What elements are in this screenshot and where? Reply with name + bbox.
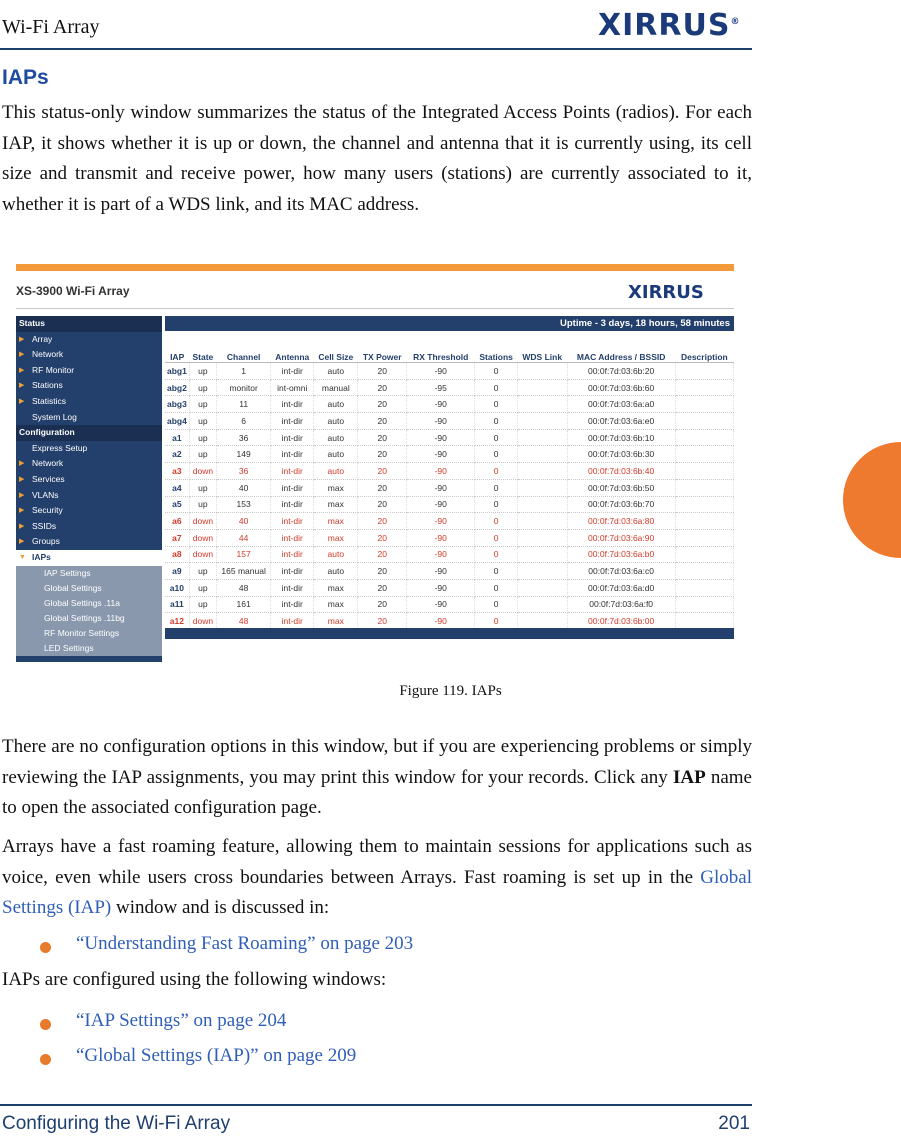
registered-mark: ® bbox=[730, 17, 741, 27]
table-cell: 00:0f:7d:03:6a:a0 bbox=[567, 396, 675, 413]
table-cell: 00:0f:7d:03:6b:00 bbox=[567, 613, 675, 630]
nav-item[interactable] bbox=[16, 394, 162, 410]
para2-bold-iap: IAP bbox=[672, 766, 706, 788]
table-cell bbox=[675, 513, 733, 530]
nav-item[interactable] bbox=[16, 347, 162, 363]
table-cell: 149 bbox=[217, 446, 271, 463]
table-cell: 20 bbox=[358, 429, 407, 446]
table-cell: up bbox=[189, 379, 216, 396]
nav-item[interactable] bbox=[16, 519, 162, 535]
iap-name-link[interactable]: a3 bbox=[165, 463, 189, 480]
table-cell: auto bbox=[314, 413, 358, 430]
xirrus-logo bbox=[598, 8, 740, 43]
intro-paragraph: This status-only window summarizes the status of the Integrated Access Points (radios). For each IAP, it shows whether it is up or down, the channel and antenna that it is currently using, its cell size and transmit and receive power, how many users (stations) are currently associated to it, whether it is part of a WDS link, and its MAC address. bbox=[2, 102, 752, 215]
table-cell: int-dir bbox=[271, 513, 314, 530]
table-cell: 0 bbox=[475, 496, 517, 513]
table-cell bbox=[675, 446, 733, 463]
iap-name-link[interactable]: a8 bbox=[165, 546, 189, 563]
column-header[interactable]: Channel bbox=[217, 332, 271, 363]
table-cell: 161 bbox=[217, 596, 271, 613]
table-cell: 1 bbox=[217, 363, 271, 380]
table-cell: 0 bbox=[475, 479, 517, 496]
table-cell: 44 bbox=[217, 529, 271, 546]
table-cell: auto bbox=[314, 563, 358, 580]
nav-item-label: Groups bbox=[32, 536, 60, 547]
triangle-down-icon: ▼ bbox=[19, 553, 26, 561]
nav-item-label: VLANs bbox=[32, 489, 59, 500]
table-cell: manual bbox=[314, 379, 358, 396]
nav-item[interactable] bbox=[16, 441, 162, 457]
table-cell bbox=[517, 413, 567, 430]
table-header-row bbox=[165, 332, 734, 363]
iap-name-link[interactable]: abg3 bbox=[165, 396, 189, 413]
table-cell: 00:0f:7d:03:6b:30 bbox=[567, 446, 675, 463]
table-cell: 20 bbox=[358, 396, 407, 413]
column-header[interactable]: MAC Address / BSSID bbox=[567, 332, 675, 363]
table-cell: int-dir bbox=[271, 396, 314, 413]
nav-item[interactable] bbox=[16, 378, 162, 394]
table-cell: 11 bbox=[217, 396, 271, 413]
nav-item[interactable] bbox=[16, 488, 162, 504]
nav-item[interactable] bbox=[16, 534, 162, 550]
table-cell: 20 bbox=[358, 513, 407, 530]
nav-item-label: Global Settings .11a bbox=[44, 597, 120, 608]
table-cell: 00:0f:7d:03:6a:90 bbox=[567, 529, 675, 546]
iap-name-link[interactable]: a7 bbox=[165, 529, 189, 546]
table-cell: 00:0f:7d:03:6a:f0 bbox=[567, 596, 675, 613]
table-cell: 0 bbox=[475, 413, 517, 430]
nav-item-label: Array bbox=[32, 333, 53, 344]
table-cell: 00:0f:7d:03:6b:40 bbox=[567, 463, 675, 480]
table-cell: 0 bbox=[475, 613, 517, 630]
table-cell: down bbox=[189, 513, 216, 530]
table-cell bbox=[675, 479, 733, 496]
iap-name-link[interactable]: a6 bbox=[165, 513, 189, 530]
footer-chapter-title: Configuring the Wi-Fi Array bbox=[2, 1113, 231, 1134]
iap-name-link[interactable]: abg4 bbox=[165, 413, 189, 430]
table-row bbox=[165, 396, 734, 413]
table-row bbox=[165, 429, 734, 446]
table-cell bbox=[517, 429, 567, 446]
logo-text: XIRRUS bbox=[598, 8, 731, 43]
nav-item[interactable] bbox=[16, 456, 162, 472]
nav-item-label: SSIDs bbox=[32, 520, 57, 531]
nav-item-label: IAP Settings bbox=[44, 567, 91, 578]
iap-name-link[interactable]: a11 bbox=[165, 596, 189, 613]
table-cell: down bbox=[189, 613, 216, 630]
column-header[interactable]: RX Threshold bbox=[407, 332, 475, 363]
nav-item-label: Stations bbox=[32, 380, 63, 391]
table-cell: up bbox=[189, 596, 216, 613]
nav-item[interactable] bbox=[16, 472, 162, 488]
triangle-right-icon: ▶ bbox=[19, 522, 25, 530]
fast-roaming-link[interactable]: “Understanding Fast Roaming” on page 203 bbox=[76, 933, 414, 954]
iap-name-link[interactable]: a1 bbox=[165, 429, 189, 446]
table-cell: max bbox=[314, 496, 358, 513]
table-cell: 0 bbox=[475, 463, 517, 480]
nav-item[interactable] bbox=[16, 641, 162, 656]
table-row bbox=[165, 596, 734, 613]
table-cell: -90 bbox=[407, 363, 475, 380]
table-cell: 00:0f:7d:03:6b:70 bbox=[567, 496, 675, 513]
table-cell: 0 bbox=[475, 529, 517, 546]
table-cell: 20 bbox=[358, 579, 407, 596]
table-cell bbox=[675, 429, 733, 446]
table-cell bbox=[675, 413, 733, 430]
triangle-right-icon: ▶ bbox=[19, 475, 25, 483]
table-cell: 0 bbox=[475, 396, 517, 413]
nav-item[interactable] bbox=[16, 363, 162, 379]
table-cell: 0 bbox=[475, 446, 517, 463]
nav-item-label: Security bbox=[32, 505, 63, 516]
header-rule bbox=[0, 48, 752, 50]
table-cell: 00:0f:7d:03:6a:d0 bbox=[567, 579, 675, 596]
table-cell: 00:0f:7d:03:6b:50 bbox=[567, 479, 675, 496]
table-cell: -90 bbox=[407, 463, 475, 480]
global-settings-link[interactable]: Global Settings (IAP) bbox=[2, 866, 752, 918]
table-cell: 165 manual bbox=[217, 563, 271, 580]
table-cell: up bbox=[189, 479, 216, 496]
nav-item-label: Global Settings .11bg bbox=[44, 612, 125, 623]
table-cell: int-dir bbox=[271, 429, 314, 446]
figure-sidebar-nav bbox=[16, 316, 162, 662]
table-cell: 00:0f:7d:03:6b:10 bbox=[567, 429, 675, 446]
global-settings-iap-link[interactable]: “Global Settings (IAP)” on page 209 bbox=[76, 1045, 357, 1066]
table-cell: 0 bbox=[475, 596, 517, 613]
table-cell bbox=[675, 379, 733, 396]
table-cell bbox=[517, 379, 567, 396]
table-cell bbox=[517, 613, 567, 630]
table-footer-bar bbox=[165, 628, 734, 639]
table-cell: 36 bbox=[217, 429, 271, 446]
para2-text-a: There are no configuration options in this window, but if you are experiencing problems or simply reviewing the IAP assignments, you may print this window for your records. Click any bbox=[2, 736, 752, 788]
nav-item-label: System Log bbox=[32, 411, 77, 422]
iap-status-table bbox=[165, 332, 734, 630]
table-cell: 00:0f:7d:03:6a:e0 bbox=[567, 413, 675, 430]
table-cell bbox=[517, 446, 567, 463]
nav-item[interactable] bbox=[16, 410, 162, 426]
nav-item-label: Global Settings bbox=[44, 582, 102, 593]
table-cell: up bbox=[189, 579, 216, 596]
table-cell: int-dir bbox=[271, 479, 314, 496]
nav-item-label: Network bbox=[32, 349, 64, 360]
nav-item[interactable] bbox=[16, 626, 162, 641]
table-cell bbox=[675, 596, 733, 613]
table-cell: 00:0f:7d:03:6a:80 bbox=[567, 513, 675, 530]
figure-logo: XIRRUS bbox=[628, 282, 704, 303]
table-row bbox=[165, 613, 734, 630]
table-cell: up bbox=[189, 396, 216, 413]
para3-text-b: window and is discussed in: bbox=[111, 897, 330, 918]
iap-name-link[interactable]: abg2 bbox=[165, 379, 189, 396]
table-cell: int-dir bbox=[271, 613, 314, 630]
iap-name-link[interactable]: a4 bbox=[165, 479, 189, 496]
table-row bbox=[165, 463, 734, 480]
table-cell: auto bbox=[314, 429, 358, 446]
table-cell: max bbox=[314, 579, 358, 596]
nav-item[interactable] bbox=[16, 596, 162, 611]
table-cell: up bbox=[189, 496, 216, 513]
table-cell: 0 bbox=[475, 579, 517, 596]
iap-name-link[interactable]: abg1 bbox=[165, 363, 189, 380]
column-header[interactable]: Stations bbox=[475, 332, 517, 363]
table-row bbox=[165, 496, 734, 513]
figure-caption: Figure 119. IAPs bbox=[399, 683, 502, 699]
table-cell: int-dir bbox=[271, 596, 314, 613]
table-row bbox=[165, 363, 734, 380]
triangle-right-icon: ▶ bbox=[19, 382, 25, 390]
table-cell: up bbox=[189, 446, 216, 463]
triangle-right-icon: ▶ bbox=[19, 366, 25, 374]
table-cell: max bbox=[314, 529, 358, 546]
iap-settings-link[interactable]: “IAP Settings” on page 204 bbox=[76, 1010, 287, 1031]
column-header[interactable]: IAP bbox=[165, 332, 189, 363]
table-cell: 20 bbox=[358, 463, 407, 480]
table-cell: 20 bbox=[358, 379, 407, 396]
table-cell: -90 bbox=[407, 563, 475, 580]
table-cell: 20 bbox=[358, 446, 407, 463]
table-cell: down bbox=[189, 463, 216, 480]
para3-text-a: Arrays have a fast roaming feature, allowing them to maintain sessions for applications such as voice, even while users cross boundaries between Arrays. Fast roaming is set up in the bbox=[2, 836, 752, 888]
table-cell: auto bbox=[314, 363, 358, 380]
para2-text-b: name to open the associated configuration page. bbox=[2, 766, 752, 818]
bullet-dot-icon bbox=[40, 1054, 51, 1065]
table-cell: max bbox=[314, 613, 358, 630]
table-cell: 20 bbox=[358, 563, 407, 580]
table-cell bbox=[517, 513, 567, 530]
nav-item-label: Network bbox=[32, 458, 64, 469]
table-cell: -90 bbox=[407, 529, 475, 546]
footer-rule bbox=[0, 1104, 752, 1106]
table-cell: 40 bbox=[217, 513, 271, 530]
column-header[interactable]: WDS Link bbox=[517, 332, 567, 363]
table-row bbox=[165, 529, 734, 546]
table-cell: -90 bbox=[407, 596, 475, 613]
table-row bbox=[165, 546, 734, 563]
nav-item[interactable] bbox=[16, 550, 162, 566]
table-cell: -90 bbox=[407, 413, 475, 430]
table-cell: 0 bbox=[475, 379, 517, 396]
table-row bbox=[165, 446, 734, 463]
table-cell: down bbox=[189, 546, 216, 563]
paragraph-configured-windows: IAPs are configured using the following windows: bbox=[2, 969, 387, 990]
nav-item-label: RF Monitor bbox=[32, 364, 75, 375]
figure-window-title: XS-3900 Wi-Fi Array bbox=[16, 284, 130, 298]
paragraph-configuration-options bbox=[2, 732, 752, 824]
table-cell: up bbox=[189, 429, 216, 446]
table-cell: 0 bbox=[475, 563, 517, 580]
column-header[interactable]: Description bbox=[675, 332, 733, 363]
triangle-right-icon: ▶ bbox=[19, 335, 25, 343]
table-cell: 36 bbox=[217, 463, 271, 480]
column-header[interactable]: Antenna bbox=[271, 332, 314, 363]
chapter-side-tab bbox=[843, 442, 901, 558]
column-header[interactable]: State bbox=[189, 332, 216, 363]
table-cell: 0 bbox=[475, 429, 517, 446]
table-cell bbox=[517, 479, 567, 496]
table-cell: -90 bbox=[407, 546, 475, 563]
bullet-dot-icon bbox=[40, 942, 51, 953]
nav-item-label: LED Settings bbox=[44, 642, 94, 653]
table-cell bbox=[675, 363, 733, 380]
iap-name-link[interactable]: a10 bbox=[165, 579, 189, 596]
table-cell: 00:0f:7d:03:6a:b0 bbox=[567, 546, 675, 563]
table-cell: int-dir bbox=[271, 496, 314, 513]
table-cell bbox=[675, 529, 733, 546]
table-cell: 20 bbox=[358, 613, 407, 630]
nav-item-label: Configuration bbox=[19, 427, 75, 438]
table-cell: -90 bbox=[407, 613, 475, 630]
table-cell: int-dir bbox=[271, 579, 314, 596]
table-cell bbox=[517, 596, 567, 613]
table-row bbox=[165, 413, 734, 430]
nav-item-label: IAPs bbox=[32, 551, 51, 562]
table-cell: 20 bbox=[358, 546, 407, 563]
table-row bbox=[165, 479, 734, 496]
nav-item[interactable] bbox=[16, 503, 162, 519]
iap-name-link[interactable]: a2 bbox=[165, 446, 189, 463]
column-header[interactable]: Cell Size bbox=[314, 332, 358, 363]
table-cell: max bbox=[314, 513, 358, 530]
bullet-dot-icon bbox=[40, 1019, 51, 1030]
nav-item-label: Statistics bbox=[32, 395, 67, 406]
table-cell: -90 bbox=[407, 496, 475, 513]
paragraph-fast-roaming bbox=[2, 832, 752, 924]
table-cell: int-dir bbox=[271, 446, 314, 463]
figure-iaps-screenshot bbox=[16, 264, 734, 662]
table-body bbox=[165, 363, 734, 630]
table-cell: int-dir bbox=[271, 546, 314, 563]
nav-item[interactable] bbox=[16, 611, 162, 626]
table-cell: int-omni bbox=[271, 379, 314, 396]
table-cell: -90 bbox=[407, 396, 475, 413]
table-cell bbox=[675, 563, 733, 580]
table-cell: down bbox=[189, 529, 216, 546]
table-cell bbox=[675, 546, 733, 563]
iap-name-link[interactable]: a5 bbox=[165, 496, 189, 513]
table-cell: 0 bbox=[475, 546, 517, 563]
table-cell: max bbox=[314, 596, 358, 613]
table-cell: 20 bbox=[358, 596, 407, 613]
table-cell: 00:0f:7d:03:6b:20 bbox=[567, 363, 675, 380]
table-cell bbox=[517, 363, 567, 380]
table-cell: 48 bbox=[217, 613, 271, 630]
nav-item-label: RF Monitor Settings bbox=[44, 627, 120, 638]
table-cell: 20 bbox=[358, 479, 407, 496]
table-cell: -90 bbox=[407, 513, 475, 530]
nav-item[interactable] bbox=[16, 332, 162, 348]
table-cell: up bbox=[189, 363, 216, 380]
table-cell: 48 bbox=[217, 579, 271, 596]
table-cell bbox=[675, 579, 733, 596]
table-cell bbox=[517, 396, 567, 413]
table-cell: 40 bbox=[217, 479, 271, 496]
table-cell: 20 bbox=[358, 529, 407, 546]
table-cell: up bbox=[189, 413, 216, 430]
table-cell: 00:0f:7d:03:6b:60 bbox=[567, 379, 675, 396]
triangle-right-icon: ▶ bbox=[19, 460, 25, 468]
page-number: 201 bbox=[718, 1113, 750, 1134]
triangle-right-icon: ▶ bbox=[19, 397, 25, 405]
table-cell: 153 bbox=[217, 496, 271, 513]
table-row bbox=[165, 379, 734, 396]
table-cell: 20 bbox=[358, 363, 407, 380]
iap-name-link[interactable]: a9 bbox=[165, 563, 189, 580]
table-cell: -90 bbox=[407, 429, 475, 446]
triangle-right-icon: ▶ bbox=[19, 491, 25, 499]
table-cell bbox=[517, 463, 567, 480]
table-cell bbox=[675, 463, 733, 480]
table-cell: int-dir bbox=[271, 463, 314, 480]
table-cell: monitor bbox=[217, 379, 271, 396]
table-cell: auto bbox=[314, 396, 358, 413]
table-cell: -95 bbox=[407, 379, 475, 396]
figure-divider bbox=[16, 308, 734, 309]
table-cell: int-dir bbox=[271, 413, 314, 430]
table-cell bbox=[517, 563, 567, 580]
table-cell bbox=[517, 529, 567, 546]
nav-item[interactable] bbox=[16, 316, 162, 332]
table-cell bbox=[675, 613, 733, 630]
triangle-right-icon: ▶ bbox=[19, 538, 25, 546]
table-cell bbox=[675, 396, 733, 413]
column-header[interactable]: TX Power bbox=[358, 332, 407, 363]
table-cell bbox=[675, 496, 733, 513]
triangle-right-icon: ▶ bbox=[19, 507, 25, 515]
table-row bbox=[165, 513, 734, 530]
nav-item-label: Services bbox=[32, 473, 65, 484]
table-cell: auto bbox=[314, 446, 358, 463]
table-cell: 20 bbox=[358, 496, 407, 513]
nav-item[interactable] bbox=[16, 581, 162, 596]
iap-name-link[interactable]: a12 bbox=[165, 613, 189, 630]
table-cell: max bbox=[314, 479, 358, 496]
table-cell: 0 bbox=[475, 363, 517, 380]
table-cell: 20 bbox=[358, 413, 407, 430]
nav-item[interactable] bbox=[16, 566, 162, 581]
table-row bbox=[165, 579, 734, 596]
table-cell: -90 bbox=[407, 479, 475, 496]
table-cell: int-dir bbox=[271, 529, 314, 546]
uptime-bar: Uptime - 3 days, 18 hours, 58 minutes bbox=[165, 316, 734, 331]
running-header-title: Wi-Fi Array bbox=[2, 16, 100, 38]
nav-item-label: Status bbox=[19, 318, 45, 328]
table-cell: int-dir bbox=[271, 363, 314, 380]
table-cell: 0 bbox=[475, 513, 517, 530]
table-cell bbox=[517, 579, 567, 596]
nav-item-label: Express Setup bbox=[32, 442, 88, 453]
table-cell: 00:0f:7d:03:6a:c0 bbox=[567, 563, 675, 580]
table-cell: -90 bbox=[407, 579, 475, 596]
table-cell: int-dir bbox=[271, 563, 314, 580]
table-cell: -90 bbox=[407, 446, 475, 463]
triangle-right-icon: ▶ bbox=[19, 351, 25, 359]
table-cell: 157 bbox=[217, 546, 271, 563]
section-title: IAPs bbox=[2, 66, 49, 89]
nav-item[interactable] bbox=[16, 425, 162, 441]
table-row bbox=[165, 563, 734, 580]
table-cell: auto bbox=[314, 463, 358, 480]
table-cell: up bbox=[189, 563, 216, 580]
table-cell bbox=[517, 496, 567, 513]
figure-top-bar bbox=[16, 264, 734, 271]
table-cell bbox=[517, 546, 567, 563]
table-cell: 6 bbox=[217, 413, 271, 430]
table-cell: auto bbox=[314, 546, 358, 563]
